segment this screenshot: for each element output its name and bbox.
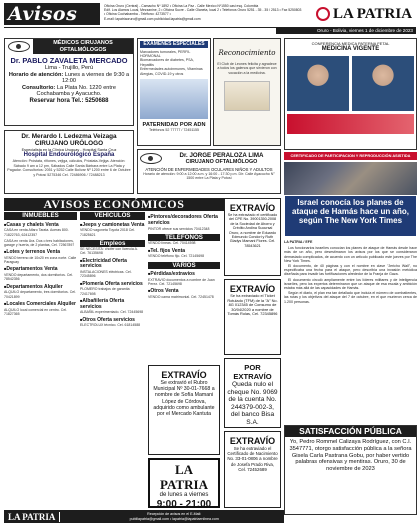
item-text: ELECTROLUX técnico. Cel. 61814588 [80, 323, 141, 328]
item-text: SE NECESITA: chofer con licencia A. Cel. 76135698 [80, 247, 138, 256]
item-text: VENDO cama matrimonial. Cel. 72451478 [148, 295, 214, 299]
news-byline: LA PATRIA / EFE [284, 240, 313, 244]
schedule-days: de lunes a viernes [159, 492, 209, 498]
doctor-name: Dr. Merardo I. Ledezma Veizaga [21, 133, 117, 140]
ad-title: SATISFACCIÓN PÚBLICA [285, 426, 416, 437]
item-text: ALQUILO departamento, tres dormitorios. Cel. 70421899 [4, 290, 76, 299]
news-paragraph: Los funcionarios israelíes conocían los planes de ataque de Hamás desde hace más de un año, pero desestimaron los avisos por los que se consideraron demasiado complicados, de acuerdo con un artículo publicado este jueves por The New York Times. [284, 246, 417, 263]
classifieds-column-2 [80, 212, 145, 508]
ad-title: EXTRAVÍO [229, 203, 276, 213]
page-header [4, 3, 416, 35]
section-logo: Avisos [4, 3, 100, 25]
ad-extravio-d [148, 365, 220, 455]
ad-extravio-b [224, 279, 281, 355]
item-text: EXTRAVIO documentos a nombre de Juan Perez. Cel. 72145698 [148, 277, 215, 286]
ad-text: Se ha extraviado el Certificado de Nacimiento No. 33-01-0806 a nombre de Josefa Prado Riva, Cel. 72452689 [227, 446, 278, 472]
item-text: PLOMERO trabajos de garantía 72417698 [80, 287, 130, 296]
header-addresses [104, 4, 314, 21]
item-title: ■ Lotes y terrenos Venta [4, 249, 77, 256]
hospital-name: Hospital Endourológico España [23, 152, 115, 159]
address-line: Edif. Los Alamos Local, Mezzanine, 2 • Oficina Sucre - Calle Olaneta, local 2 • Telefonos Oruro 5251 - 35 - 35 / 2513 • Fax 5250803 [104, 8, 302, 13]
item-title: ■ Locales Comerciales Alquiler [4, 301, 77, 308]
item-text: INSTALACIONES eléctricas. Cel. 72345896 [80, 270, 132, 279]
item-text: VENDO terreno de 10x20 en zona norte. Calle Paraguay [4, 255, 77, 265]
ad-la-patria [148, 458, 220, 508]
eye-icon [8, 41, 30, 52]
ad-satisfaccion [284, 425, 417, 515]
doctor-specialty: CIRUJANO URÓLOGO [34, 140, 104, 148]
column-header: VARIOS [148, 262, 220, 270]
ad-por-extravio [224, 358, 281, 428]
conference-image [287, 114, 414, 134]
doctor-origin: Lima - Trujillo, Perú [44, 65, 94, 71]
item-title: ■ Albañilería Oferta servicios [80, 298, 145, 311]
ad-title: MÉDICOS CIRUJANOS OFTALMÓLOGOS [33, 39, 133, 54]
lab-image [140, 79, 208, 119]
item-title: ■ Departamentos Venta [4, 266, 77, 273]
item-title: ■ Pintores/decoradores Oferta servicios [148, 214, 220, 227]
item-text: VENDO departamento, dos dormitorios. Cel. 78542356 [4, 273, 74, 282]
item-text: CASA en venta Ura. Dos o tres habitaciones, garage y huerta, de 2 plantas, Cel. 72567897 [4, 238, 75, 247]
ad-peraloza [137, 149, 281, 194]
address-line: E-mail: lapatriaoruro@gmail.com publicidad.lapatria@gmail.com [104, 16, 201, 21]
doctor-name: Dr. JORGE PERALOZA LIMA [179, 152, 264, 159]
ad-text: Atención: Próstata, riñones, vejiga, cálculos, Próstata-Vejiga. Atención: Sábado 9 am a 12 pm, Sábados Calle Santa Bárbara entre La Plata y Pagador. Consultorios: 2051 y 5252 Calle Bolívar Nº 1200 entre 6 de Octubre y Potosí 5275346 Cel. 72486906 / 72488213 [7, 159, 131, 177]
item-title: ■ Pérdidas/extravíos [148, 271, 220, 278]
ad-title: POR EXTRAVÍO [233, 363, 272, 381]
doctor-name: Dr. PABLO ZAVALETA MERCADO [10, 56, 128, 65]
item-title: ■ Casas y chalets Venta [4, 222, 77, 229]
news-photo [284, 162, 417, 195]
issue-date: Oruro - Bolivia, viernes 1 de diciembre de 2023 [276, 27, 416, 34]
ad-reconocimiento [213, 38, 281, 146]
column-header: TELÉFONOS [148, 234, 220, 242]
lab-line: Marcadores tumorales, PERFIL HORMONAL [140, 49, 191, 58]
item-title: ■ Plomería Oferta servicios [80, 281, 145, 288]
item-title: ■ Jeeps y camionetas Venta [80, 222, 145, 229]
ad-title: EXTRAVÍO [229, 436, 276, 446]
item-text: ALQUILO local comercial en centro. Cel. 71827365 [4, 307, 68, 316]
ad-text: El Club de Leones felicita y agradece a todos los galenos que sirvieron con vocación a la medicina. [217, 62, 277, 75]
news-paragraph: Según el diario, el plan era tan detallado que incluía el número de combatientes, las rutas y los objetivos del ataque del 7 de octubre, en el que murieron cerca de 1.200 personas. [284, 291, 417, 304]
brand-name: LA PATRIA [160, 462, 208, 492]
ad-urologo [4, 130, 134, 194]
ad-title: MEDICINA VIGENTE [321, 46, 380, 52]
ad-text: Se ha extraviado el certificado del CPE No. 39001350-2008 de la Sociedad de Ahorro y Crédito Andina Sucursal Oruro, a nombre de Eduardo Edmundo Condori y Ruth Gladys Mamani Flores. Cel. 78543621 [227, 213, 278, 248]
footer-line: Recepción de avisos en el E-Mail: [147, 511, 202, 516]
schedule-line [5, 72, 133, 85]
ad-title: EXTRAVÍO [161, 370, 207, 380]
news-paragraph: El documento circuló ampliamente entre los líderes militares y de inteligencia israelíes, pero los expertos determinaron que un ataque de esa escala y ambición estaba más allá de las capacidades de Hamás. [284, 277, 417, 291]
classifieds-banner: AVISOS ECONÓMICOS [4, 198, 224, 211]
lab-line: Biomarcadores de diabetes, PSA, Hepatitis [140, 58, 194, 67]
item-text: VENDO líneas. Cel. 70414598 [148, 241, 196, 246]
page-footer [4, 510, 284, 523]
brand-emblem-icon [316, 7, 330, 21]
item-title: ■ Tel. fijos Venta [148, 248, 220, 255]
ad-subtitle: CONFERENCIA MEDICA PATERNA FETAL [311, 41, 390, 46]
ad-laboratorio [137, 38, 211, 146]
ad-text: Queda nulo el cheque No. 9069 de la cuenta No. 244379-002-3, del banco Bisa S.A. [227, 381, 278, 426]
address-line: • Oficina Cochabamba - Teléfono: 4273577 • [104, 12, 171, 17]
item-text: VENDO teléfono fijo. Cel. 72145698 [148, 254, 205, 259]
item-text: VENDO vagoneta Toyota 2018 Cel. 71825621 [80, 228, 135, 237]
footer-line: publilapatria@gmail.com • lapatria@lapatriaenlinea.com [129, 516, 219, 521]
ad-text: Horario de atención: 9:00 a 12:00 a.m. y 16:00 - 17:30 p.m. Dir: Calle Ayacucho N° 1500 entre La Plata y Potosí [143, 171, 275, 181]
doctor-photo [287, 56, 349, 111]
office-label: Consultorio: [22, 84, 56, 91]
classifieds-column-1 [4, 212, 77, 508]
item-title: ■ Electricidad Oferta servicios [80, 258, 145, 271]
lab-line: Enfermedades autoinmunes, Vitaminas [140, 67, 203, 72]
address-line: Oficina Oruro (Central) - Camacho Nº 1892 • Oficina La Paz - Calle Mexico Nº1550 casi esq. Colombia [104, 4, 259, 8]
brand-name: LA PATRIA [4, 512, 60, 522]
ad-medicina-vigente [284, 38, 417, 150]
reservation-line: Reservar hora Tel.: 5250688 [29, 97, 109, 104]
column-header: Empleos [80, 240, 145, 248]
lab-line: Alergias, COVID-19 y otros [140, 71, 184, 76]
item-text: PINTOR ofrece sus servicios 70412348 [148, 226, 210, 231]
brand-logo [316, 3, 416, 25]
ad-title: EXTRAVÍO [229, 284, 276, 294]
column-header: INMUEBLES [4, 212, 77, 220]
cert-banner: CERTIFICADO DE PARTICIPACION Y REPRODUCCIÓN ASISTIDA [284, 152, 417, 160]
ad-oftalmologos [4, 38, 134, 126]
ad-text: Se extravió el Rubro Municipal Nº 30-01-7668 a nombre de Sofía Mamani López de Córdova, adquirido como ambulante por el Mercado Kantuta [153, 380, 215, 418]
header-bar [4, 27, 416, 34]
ad-title: EXAMENES ESPECIALES [140, 41, 208, 48]
office-line [5, 85, 133, 98]
office-value: La Plata No. 1220 entre Cochabamba y Ayacucho. [36, 84, 116, 98]
ad-extravio-a [224, 198, 281, 276]
ad-text: Se ha extraviado el Ticket Rotulado (TFM) de la "A" No. 8G 012345 de Consumo de 30/04/2020 a nombre de Tomás Rolas, Cel. 72345896 [227, 293, 278, 317]
ad-text: Yo, Pedro Rommel Calizaya Rodríguez, con C.I. 3547771, otorgo satisfacción pública a la señora Gisela Carla Pastrana Gobu, por haber vertido palabras ofensivas y mentiras. Oruro, 30 de noviembre de 2023 [289, 439, 412, 473]
schedule-value: Lunes a viernes de 9:30 a 12:00 [62, 71, 130, 85]
item-title: ■ Otros Venta [148, 288, 220, 295]
doctor-sub: Especialista en la Clínica Uruguay - Hospital Santa Cruz [21, 147, 117, 152]
schedule-hours: 9:00 - 21:00 [156, 499, 212, 508]
item-title: ■ Departamentos Alquiler [4, 284, 77, 291]
ad-title: Reconocimiento [218, 49, 276, 57]
news-paragraph: El documento, de 40 páginas y con el nombre en clave "Jericho Wall", no especificaba una fecha para el ataque, pero describía una invasión metódica diseñada para invadir las fortificaciones alrededor de la Franja de Gaza. [284, 264, 417, 277]
news-headline: Israel conocía los planes de ataque de Hamás hace un año, según The New York Times [285, 196, 416, 236]
brand-name: LA PATRIA [333, 5, 413, 22]
column-header: VEHÍCULOS [80, 212, 145, 220]
doctor-specialty: CIRUJANO OFTALMÓLOGO [185, 159, 258, 166]
news-article [284, 240, 417, 420]
ad-extravio-c [224, 431, 281, 508]
schedule-label: Horario de atención: [8, 71, 64, 78]
eye-icon [140, 153, 162, 164]
recognition-image [224, 81, 270, 111]
lab-phones: Teléfonos 52 77777 / 72451155 [148, 128, 200, 133]
classifieds-column-3 [148, 212, 220, 362]
item-text: CASA en venta Alfaro Tarata. Aceras 800. 71822763, 62412357 [4, 228, 69, 237]
doctor-photo [352, 56, 414, 111]
item-text: ALBAÑIL experimentado. Cel. 72445698 [80, 310, 144, 315]
item-title: ■ Otros Oferta servicios [80, 317, 145, 324]
ad-subtitle: ATENCIÓN DE ENFERMEDADES OCULARES NIÑOS Y ADULTOS [145, 166, 273, 172]
lab-footer: PATERNIDAD POR ADN [142, 121, 206, 128]
footer-contact [60, 512, 284, 521]
